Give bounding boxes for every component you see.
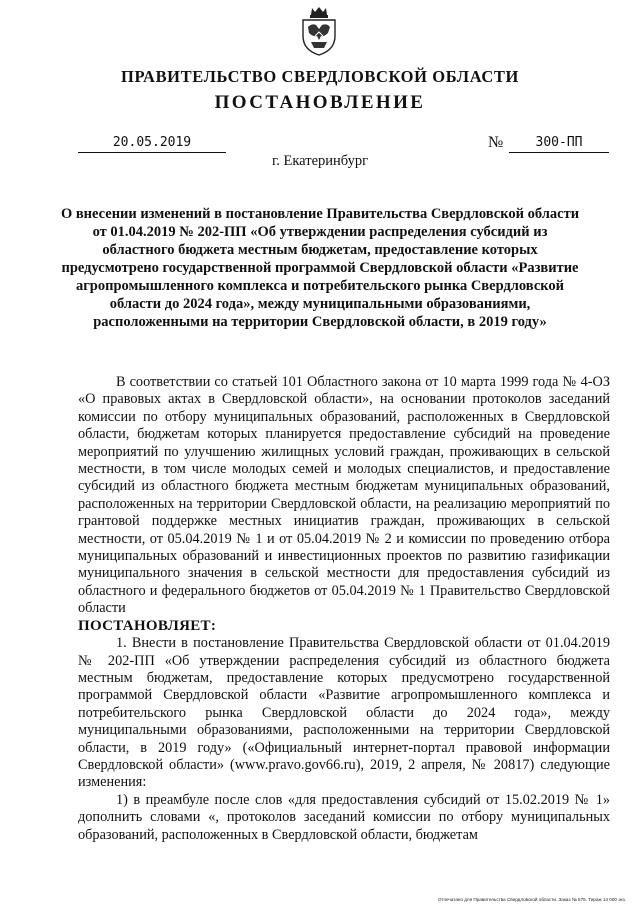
decree-number: 300-ПП bbox=[509, 135, 609, 153]
preamble-paragraph: В соответствии со статьей 101 Областного закона от 10 марта 1999 года № 4-ОЗ «О правовых актах в Свердловской области», на основании протоколов заседаний комиссии по отбору муниципальных образований, расположенных в Свердловской области, бюджетам которых планируется предоставление субсидий на проведение мероприятий по улучшению жилищных условий граждан, проживающих в сельской местности, в том числе молодых семей и молодых специалистов, и предоставление субсидий из областного бюджета местным бюджетам муниципальных образований, расположенных на территории Свердловской области, на реализацию мероприятий по грантовой поддержке местных инициатив граждан, проживающих в сельской местности, от 05.04.2019 № 1 и от 05.04.2019 № 2 и комиссии по проведению отбора муниципальных образований и инвестиционных проектов по развитию газификации муниципального значения в сельской местности для предоставления субсидий из областного и федерального бюджетов от 05.04.2019 № 1 Правительство Свердловской области bbox=[78, 374, 610, 617]
decree-body bbox=[78, 374, 610, 844]
item-1-paragraph: 1. Внести в постановление Правительства Свердловской области от 01.04.2019 № 202-ПП «Об утверждении распределения субсидий из областного бюджета местным бюджетам, предоставление которых предусмотрено государственной программой Свердловской области «Развитие агропромышленного комплекса и потребительского рынка Свердловской области до 2024 года», между муниципальными образованиями, расположенными на территории Свердловской области, в 2019 году» («Официальный интернет-портал правовой информации Свердловской области» (www.pravo.gov66.ru), 2019, 2 апреля, № 20817) следующие изменения: bbox=[78, 635, 610, 791]
document-type: ПОСТАНОВЛЕНИЕ bbox=[214, 92, 426, 113]
item-1-1-paragraph: 1) в преамбуле после слов «для предоставления субсидий от 15.02.2019 № 1» дополнить словами «, протоколов заседаний комиссии по отбору муниципальных образований, расположенных в Свердловской области, бюджетам bbox=[78, 791, 610, 843]
decree-date: 20.05.2019 bbox=[78, 135, 226, 153]
number-sign: № bbox=[488, 134, 504, 151]
city: г. Екатеринбург bbox=[271, 153, 369, 169]
print-footer: Отпечатано для Правительства Свердловской области. Заказ № 575. Тираж 14 000 экз. bbox=[437, 897, 626, 902]
coat-of-arms-icon bbox=[298, 6, 340, 56]
government-name: ПРАВИТЕЛЬСТВО СВЕРДЛОВСКОЙ ОБЛАСТИ bbox=[121, 67, 519, 86]
resolve-heading: ПОСТАНОВЛЯЕТ: bbox=[78, 617, 217, 634]
decree-title: О внесении изменений в постановление Правительства Свердловской области от 01.04.2019 № 202-ПП «Об утверждении распределения субсидий из областного бюджета местным бюджетам, предоставление которых предусмотрено государственной программой Свердловской области «Развитие агропромышленного комплекса и потребительского рынка Свердловской области до 2024 года», между муниципальными образованиями, расположенными на территории Свердловской области, в 2019 году» bbox=[60, 206, 580, 330]
